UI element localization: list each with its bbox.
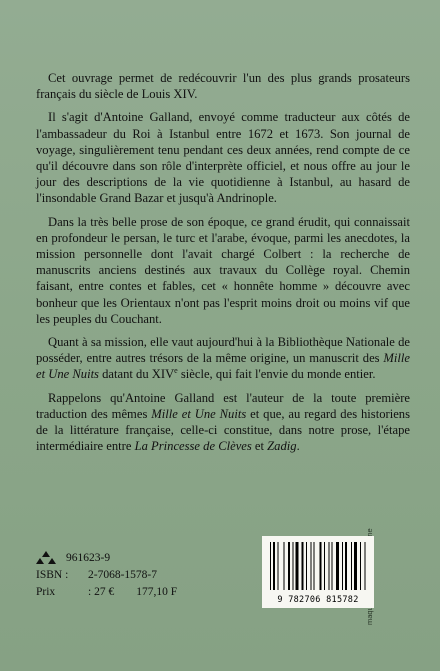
isbn-label: ISBN : xyxy=(36,569,69,581)
book-title-mille-nuits: Mille et Une Nuits xyxy=(36,351,410,382)
book-title-mille-nuits-2: Mille et Une Nuits xyxy=(151,406,247,421)
price-row xyxy=(36,584,177,601)
barcode xyxy=(262,536,374,608)
blurb-paragraph-1: Cet ouvrage permet de redécouvrir l'un des plus grands prosateurs français du siècle de Louis XIV. xyxy=(36,71,410,102)
price-label: Prix xyxy=(36,586,56,598)
code-row xyxy=(36,550,177,567)
book-metadata xyxy=(36,550,177,601)
p4-text-a: Quant à sa mission, elle vaut aujourd'hui à la Bibliothèque Nationale de posséder, entre autres trésors de la même origine, un manuscrit des xyxy=(36,335,410,366)
isbn-row xyxy=(36,567,177,584)
book-title-princesse-cleves: La Princesse de Clèves xyxy=(134,439,252,454)
p5-text-b: et que, au regard des historiens de la littérature française, celle-ci constitue, dans notre prose, l'étape intermédiaire entre xyxy=(36,406,410,454)
isbn-value: 2-7068-1578-7 xyxy=(88,569,157,581)
blurb-paragraph-5 xyxy=(36,390,410,455)
p5-text-c: et xyxy=(251,439,268,454)
product-code: 961623-9 xyxy=(66,552,111,564)
publisher-logo-icon xyxy=(36,551,56,567)
p5-text-d: . xyxy=(296,439,300,454)
p5-text-a: Rappelons qu'Antoine Galland est l'auteur de la toute première traduction des mêmes xyxy=(36,390,410,421)
blurb-paragraph-4 xyxy=(36,334,410,383)
p4-text-c: siècle, qui fait l'envie du monde entier. xyxy=(177,367,376,382)
barcode-digits: 9 782706 815782 xyxy=(277,595,359,605)
price-franc: 177,10 F xyxy=(136,586,178,598)
blurb-text xyxy=(36,70,410,461)
blurb-paragraph-3: Dans la très belle prose de son époque, ce grand érudit, qui connaissait en profondeur le persan, le turc et l'arabe, évoque, parmi les anecdotes, la mission personnelle dont l'avait chargé Colbert : la recherche de manuscrits anciens destinés aux travaux du Collège royal. Chemin faisant, entre contes et fables, cet « honnête homme » découvre avec bonheur que les Orientaux n'ont pas l'esprit moins droit ou moins vif que les peuples du Couchant. xyxy=(36,214,410,326)
book-title-zadig: Zadig xyxy=(267,439,297,454)
blurb-paragraph-2: Il s'agit d'Antoine Galland, envoyé comme traducteur aux côtés de l'ambassadeur du Roi à Istanbul entre 1672 et 1673. Son journal de voyage, singulièrement tenu pendant ces deux années, rend compte de ce qu'il découvre dans son rôle d'interprète officiel, et nous offre au jour le jour des descriptions de la vie quotidienne à Istanbul, au hasard de l'insondable Grand Bazar et jusqu'à Andrinople. xyxy=(36,110,410,206)
barcode-bars-icon xyxy=(262,536,374,594)
p4-text-b: datant du XIV xyxy=(98,367,175,382)
price-euro: : 27 € xyxy=(88,586,115,598)
century-superscript: e xyxy=(174,366,178,376)
